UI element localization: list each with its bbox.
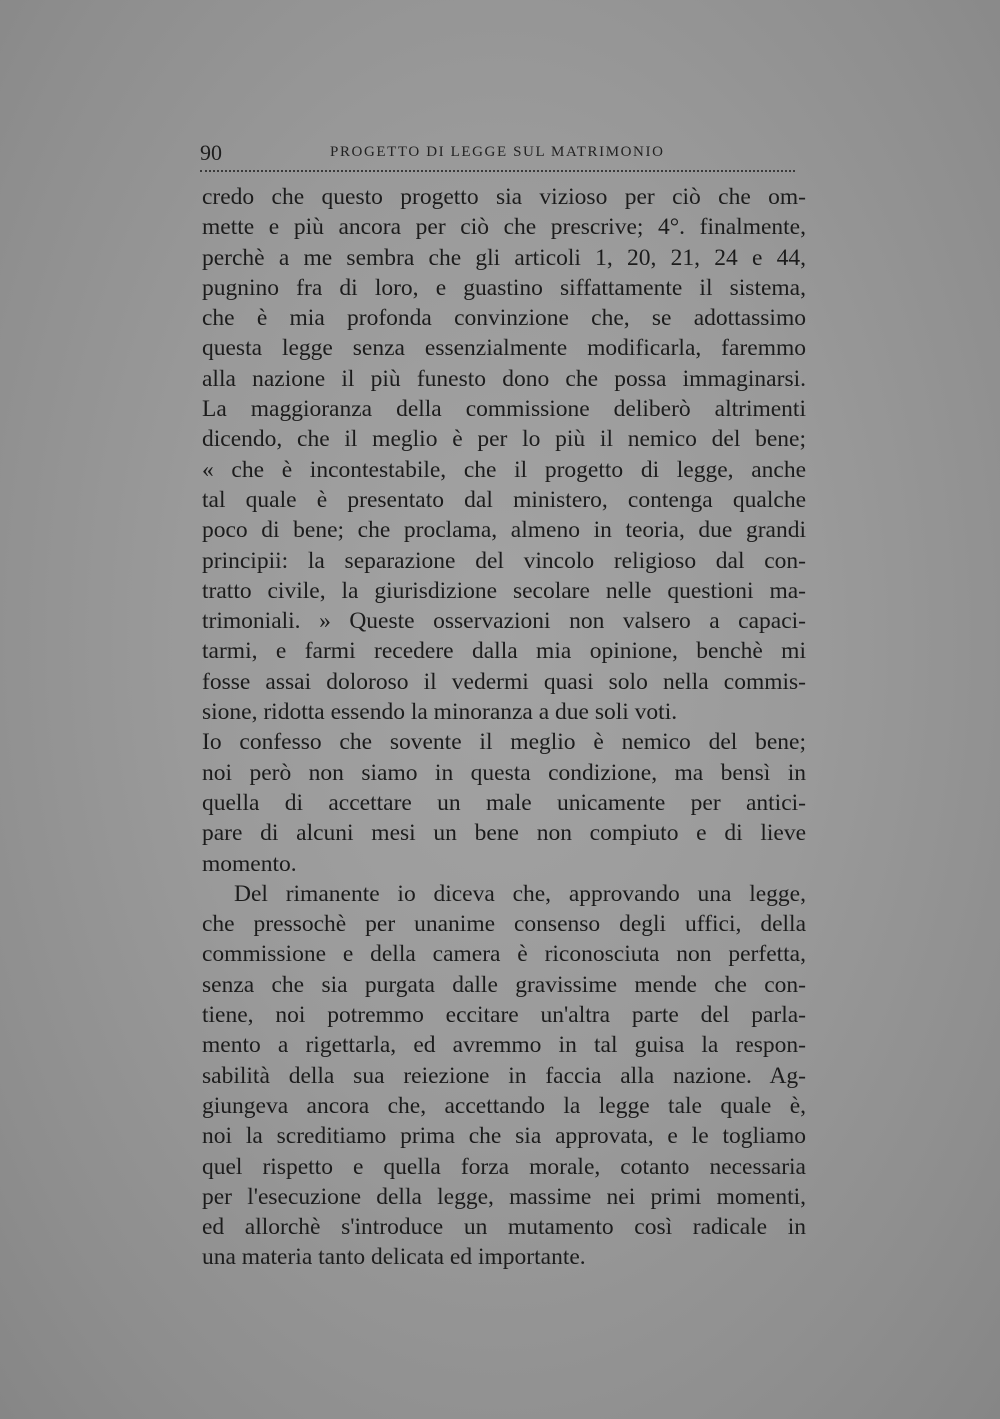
text-line: dicendo, che il meglio è per lo più il nemico del bene;: [202, 426, 806, 453]
text-line: poco di bene; che proclama, almeno in teoria, due grandi: [202, 517, 806, 544]
text-line: che pressochè per unanime consenso degli uffici, della: [202, 911, 806, 938]
header-rule: [200, 170, 795, 172]
text-line: quel rispetto e quella forza morale, cotanto necessaria: [202, 1153, 806, 1180]
text-line: alla nazione il più funesto dono che possa immaginarsi.: [202, 365, 806, 392]
text-line: fosse assai doloroso il vedermi quasi solo nella commis-: [202, 668, 806, 695]
text-line: perchè a me sembra che gli articoli 1, 20, 21, 24 e 44,: [202, 244, 806, 271]
text-line: per l'esecuzione della legge, massime nei primi momenti,: [202, 1183, 806, 1210]
text-line: pare di alcuni mesi un bene non compiuto e di lieve: [202, 820, 806, 847]
text-line: che è mia profonda convinzione che, se adottassimo: [202, 305, 806, 332]
text-line: una materia tanto delicata ed importante.: [202, 1244, 586, 1271]
text-line: tratto civile, la giurisdizione secolare nelle questioni ma-: [202, 577, 806, 604]
text-line: « che è incontestabile, che il progetto di legge, anche: [202, 456, 806, 483]
text-line: Del rimanente io diceva che, approvando una legge,: [234, 880, 806, 907]
text-line: sabilità della sua reiezione in faccia alla nazione. Ag-: [202, 1062, 806, 1089]
text-line: tarmi, e farmi recedere dalla mia opinione, benchè mi: [202, 638, 806, 665]
text-line: momento.: [202, 850, 297, 877]
text-line: noi però non siamo in questa condizione, ma bensì in: [202, 759, 806, 786]
text-line: principii: la separazione del vincolo religioso dal con-: [202, 547, 806, 574]
page-header: [200, 138, 800, 172]
text-line: quella di accettare un male unicamente per antici-: [202, 789, 806, 816]
running-title: PROGETTO DI LEGGE SUL MATRIMONIO: [330, 144, 665, 160]
body-text: [202, 182, 806, 1273]
text-line: Io confesso che sovente il meglio è nemico del bene;: [202, 729, 806, 756]
text-line: tiene, noi potremmo eccitare un'altra parte del parla-: [202, 1002, 806, 1029]
text-line: La maggioranza della commissione deliberò altrimenti: [202, 396, 806, 423]
text-line: sione, ridotta essendo la minoranza a due soli voti.: [202, 699, 678, 726]
page-number: 90: [200, 140, 222, 165]
text-line: giungeva ancora che, accettando la legge tale quale è,: [202, 1092, 806, 1119]
text-line: ed allorchè s'introduce un mutamento così radicale in: [202, 1214, 806, 1241]
text-line: senza che sia purgata dalle gravissime mende che con-: [202, 971, 806, 998]
text-line: questa legge senza essenzialmente modificarla, faremmo: [202, 335, 806, 362]
text-line: commissione e della camera è riconosciuta non perfetta,: [202, 941, 806, 968]
text-line: trimoniali. » Queste osservazioni non valsero a capaci-: [202, 608, 806, 635]
text-line: credo che questo progetto sia vizioso per ciò che om-: [202, 184, 806, 210]
text-line: mento a rigettarla, ed avremmo in tal guisa la respon-: [202, 1032, 806, 1059]
text-line: pugnino fra di loro, e guastino siffattamente il sistema,: [202, 274, 806, 301]
text-line: tal quale è presentato dal ministero, contenga qualche: [202, 486, 806, 513]
text-line: noi la screditiamo prima che sia approvata, e le togliamo: [202, 1123, 806, 1150]
text-line: mette e più ancora per ciò che prescrive; 4°. finalmente,: [202, 214, 806, 241]
